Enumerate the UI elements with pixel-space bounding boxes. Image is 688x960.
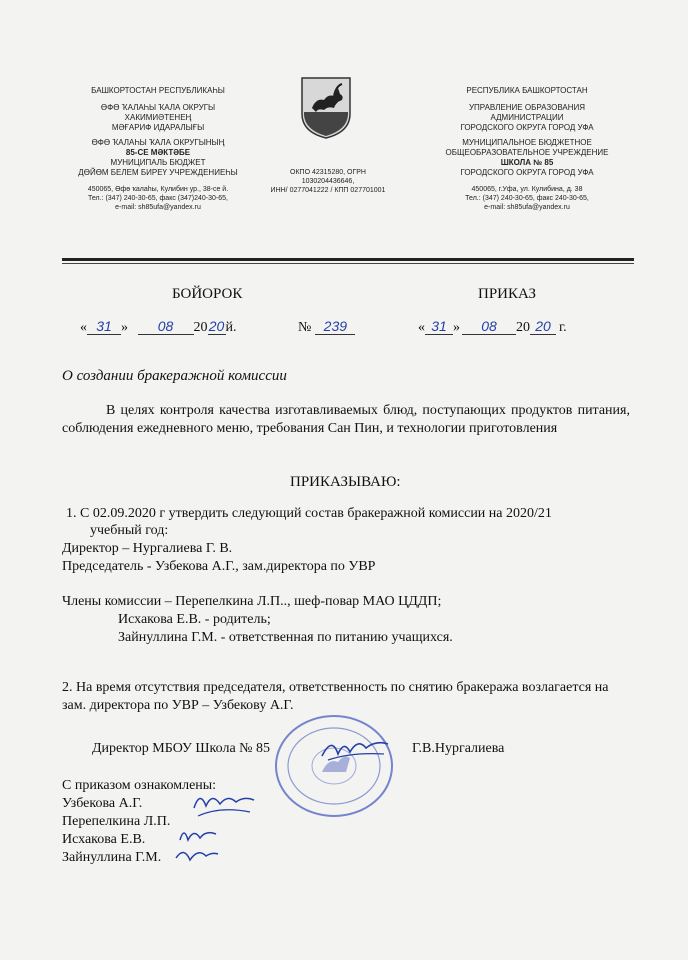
item1-line1: 1. С 02.09.2020 г утвердить следующий состав бракеражной комиссии на 2020/21	[66, 506, 552, 521]
inn-kpp-code: ИНН/ 0277041222 / КПП 027701001	[270, 187, 386, 194]
header-right-line: ГОРОДСКОГО ОКРУГА ГОРОД УФА	[460, 168, 594, 177]
date-left-year: 20	[208, 318, 225, 334]
header-left-line: ӨФӨ ҠАЛАҺЫ ҠАЛА ОКРУГЫНЫҢ	[91, 138, 225, 147]
date-left-day: 31	[87, 318, 121, 335]
date-right-year: 20	[530, 318, 556, 335]
header-right-email: e-mail: sh85ufa@yandex.ru	[484, 204, 570, 211]
signature-name: Г.В.Нургалиева	[412, 741, 505, 756]
date-left-suffix: й.	[225, 320, 237, 335]
date-right-suffix: г.	[559, 320, 567, 335]
ack-name: Исхакова Е.В.	[62, 832, 146, 847]
header-right-line: РЕСПУБЛИКА БАШКОРТОСТАН	[466, 86, 588, 95]
header-right	[418, 86, 636, 212]
signature-uzbekova	[190, 786, 260, 822]
quote-open: «	[80, 320, 87, 335]
director-line: Директор – Нургалиева Г. В.	[62, 541, 233, 556]
header-left-line: ӨФӨ ҠАЛАҺЫ ҠАЛА ОКРУГЫ	[100, 103, 216, 112]
year-prefix: 20	[193, 320, 208, 335]
header-left-line: ДӨЙӨМ БЕЛЕМ БИРЕҮ УЧРЕЖДЕНИЕҺЫ	[78, 168, 238, 177]
header-right-address: 450065, г.Уфа, ул. Кулибина, д. 38	[471, 186, 583, 193]
header-left-email: e-mail: sh85ufa@yandex.ru	[115, 204, 201, 211]
header-left-line: МУНИЦИПАЛЬ БЮДЖЕТ	[110, 158, 206, 167]
members-line: Исхакова Е.В. - родитель;	[118, 612, 271, 627]
okpo-code: ОКПО 42315280, ОГРН	[290, 169, 366, 176]
ack-name: Зайнуллина Г.М.	[62, 850, 162, 865]
date-right-day: 31	[425, 318, 453, 335]
quote-open: «	[418, 320, 425, 335]
header-right-line: ОБЩЕОБРАЗОВАТЕЛЬНОЕ УЧРЕЖДЕНИЕ	[445, 148, 609, 157]
year-prefix: 20	[516, 320, 530, 335]
members-line: Члены комиссии – Перепелкина Л.П.., шеф-повар МАО ЦДДП;	[62, 594, 442, 609]
header-divider-thick	[62, 258, 634, 261]
title-prikaz: ПРИКАЗ	[478, 286, 536, 302]
date-left-month: 08	[138, 318, 194, 335]
header-left-line: МӘҒАРИФ ИДАРАЛЫҒЫ	[111, 123, 205, 132]
ack-name: Узбекова А.Г.	[62, 796, 143, 811]
order-number-value: 239	[315, 318, 355, 335]
members-line: Зайнуллина Г.М. - ответственная по питанию учащихся.	[118, 630, 453, 645]
signature-title: Директор МБОУ Школа № 85	[92, 741, 271, 756]
quote-close: »	[453, 320, 460, 335]
item1-line2: учебный год:	[90, 523, 169, 538]
header-right-line: МУНИЦИПАЛЬНОЕ БЮДЖЕТНОЕ	[462, 138, 592, 147]
item2-line2: зам. директора по УВР – Узбекову А.Г.	[62, 698, 294, 713]
order-number	[298, 318, 355, 336]
header-divider-thin	[62, 263, 634, 264]
chair-line: Председатель - Узбекова А.Г., зам.директора по УВР	[62, 559, 376, 574]
header-left-phone: Тел.: (347) 240-30-65, факс (347)240-30-65,	[88, 195, 228, 202]
header-right-line: ШКОЛА № 85	[500, 158, 554, 167]
signature-zaynullina	[172, 842, 220, 866]
order-word: ПРИКАЗЫВАЮ:	[290, 474, 401, 490]
header-left	[58, 86, 258, 212]
header-left-line: ХАКИМИӘТЕНЕҢ	[124, 113, 192, 122]
date-right	[418, 318, 567, 336]
school-stamp-seal	[272, 712, 396, 820]
date-right-month: 08	[462, 318, 516, 335]
header-left-address: 450065, Өфө ҡалаһы, Кулибин ур., 38-се й.	[87, 186, 229, 193]
title-boyorok: БОЙОРОК	[172, 286, 243, 302]
order-subject: О создании бракеражной комиссии	[62, 368, 287, 384]
header-left-line: БАШКОРТОСТАН РЕСПУБЛИКАҺЫ	[91, 86, 225, 95]
header-right-line: АДМИНИСТРАЦИИ	[490, 113, 564, 122]
header-right-line: ГОРОДСКОГО ОКРУГА ГОРОД УФА	[460, 123, 594, 132]
header-right-phone: Тел.: (347) 240-30-65, факс 240-30-65,	[465, 195, 589, 202]
header-left-line: 85-СЕ МӘКТӘБЕ	[125, 148, 191, 157]
ogrn-code: 1030204436646,	[301, 178, 355, 185]
quote-close: »	[121, 320, 128, 335]
date-left	[80, 318, 237, 336]
ack-name: Перепелкина Л.П.	[62, 814, 171, 829]
director-signature	[318, 730, 392, 764]
header-right-line: УПРАВЛЕНИЕ ОБРАЗОВАНИЯ	[468, 103, 586, 112]
number-sign: №	[298, 320, 312, 335]
header-codes	[260, 168, 396, 195]
ufa-emblem-logo	[298, 74, 354, 140]
ack-heading: С приказом ознакомлены:	[62, 778, 217, 793]
preamble-paragraph: В целях контроля качества изготавливаемых блюд, поступающих продуктов питания, соблюдения ежедневного меню, требования Сан Пин, и технологии приготовления	[62, 403, 630, 436]
item2-line1: 2. На время отсутствия председателя, ответственность по снятию бракеража возлагается на	[62, 680, 609, 695]
